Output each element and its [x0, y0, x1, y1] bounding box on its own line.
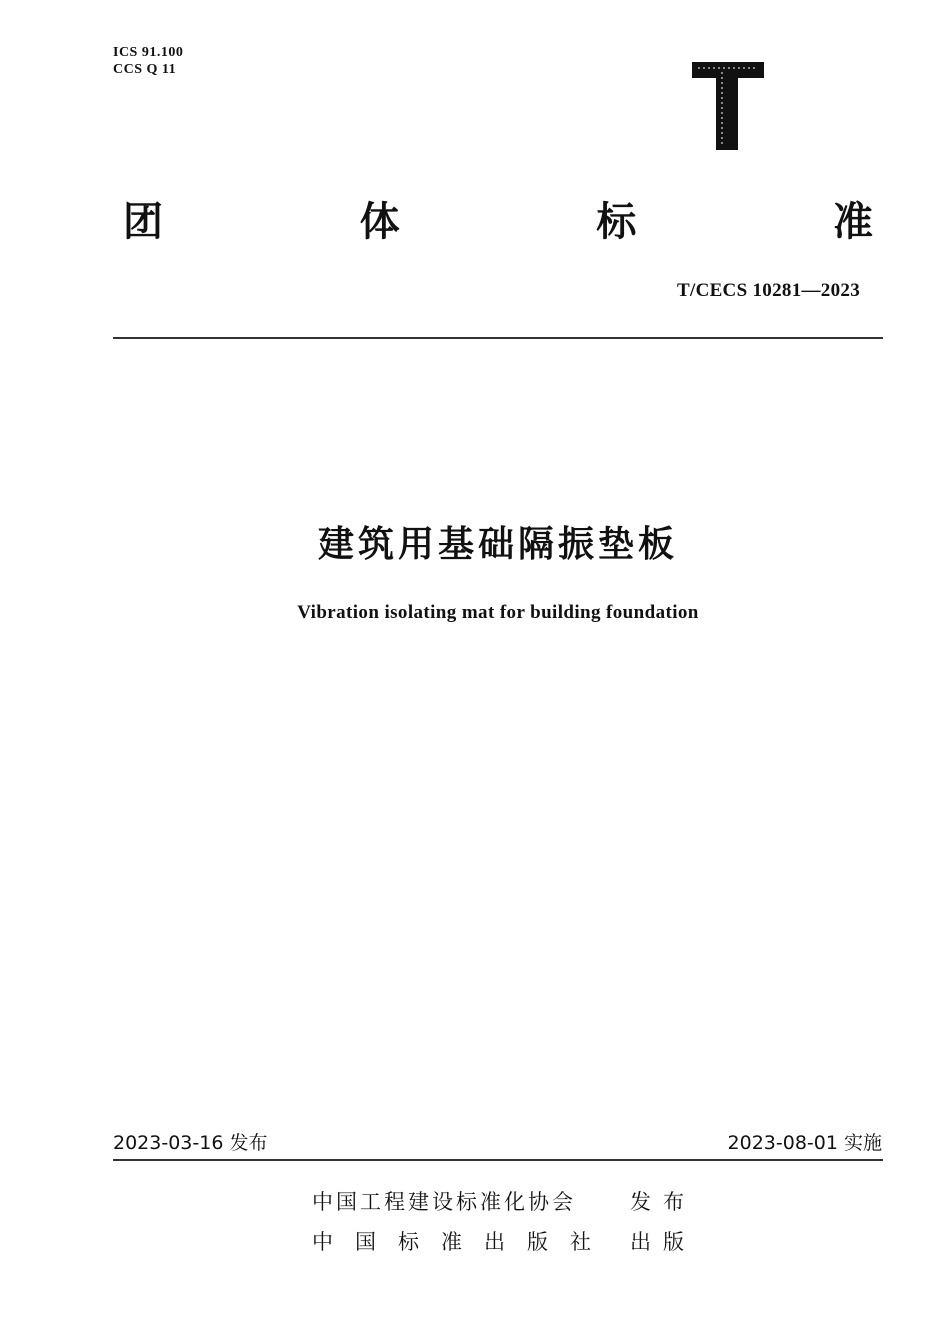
standard-number: T/CECS 10281—2023	[677, 280, 860, 301]
publisher-row	[312, 1226, 696, 1256]
classification-codes	[113, 44, 183, 78]
publisher-row	[312, 1186, 696, 1216]
standard-type-heading	[113, 188, 883, 248]
t-letter-icon	[688, 58, 768, 154]
title-english: Vibration isolating mat for building foundation	[297, 602, 699, 623]
standard-type-T-logo	[688, 58, 768, 154]
ccs-code: CCS Q 11	[113, 62, 177, 77]
publisher-role: 发布	[630, 1190, 696, 1214]
top-divider	[113, 337, 883, 339]
bottom-divider	[113, 1159, 883, 1161]
ics-code: ICS 91.100	[113, 45, 184, 60]
standard-type-char: 体	[359, 198, 400, 245]
standard-type-char: 标	[596, 198, 637, 245]
publisher-org: 中国标准出版社	[312, 1230, 613, 1254]
standard-type-char: 团	[123, 198, 163, 245]
issue-date: 2023-03-16 发布	[113, 1132, 268, 1154]
publisher-role: 出版	[630, 1230, 696, 1254]
publisher-org: 中国工程建设标准化协会	[312, 1190, 576, 1214]
title-chinese: 建筑用基础隔振垫板	[317, 524, 678, 565]
standard-type-char: 准	[832, 198, 873, 245]
implementation-date: 2023-08-01 实施	[727, 1132, 882, 1154]
